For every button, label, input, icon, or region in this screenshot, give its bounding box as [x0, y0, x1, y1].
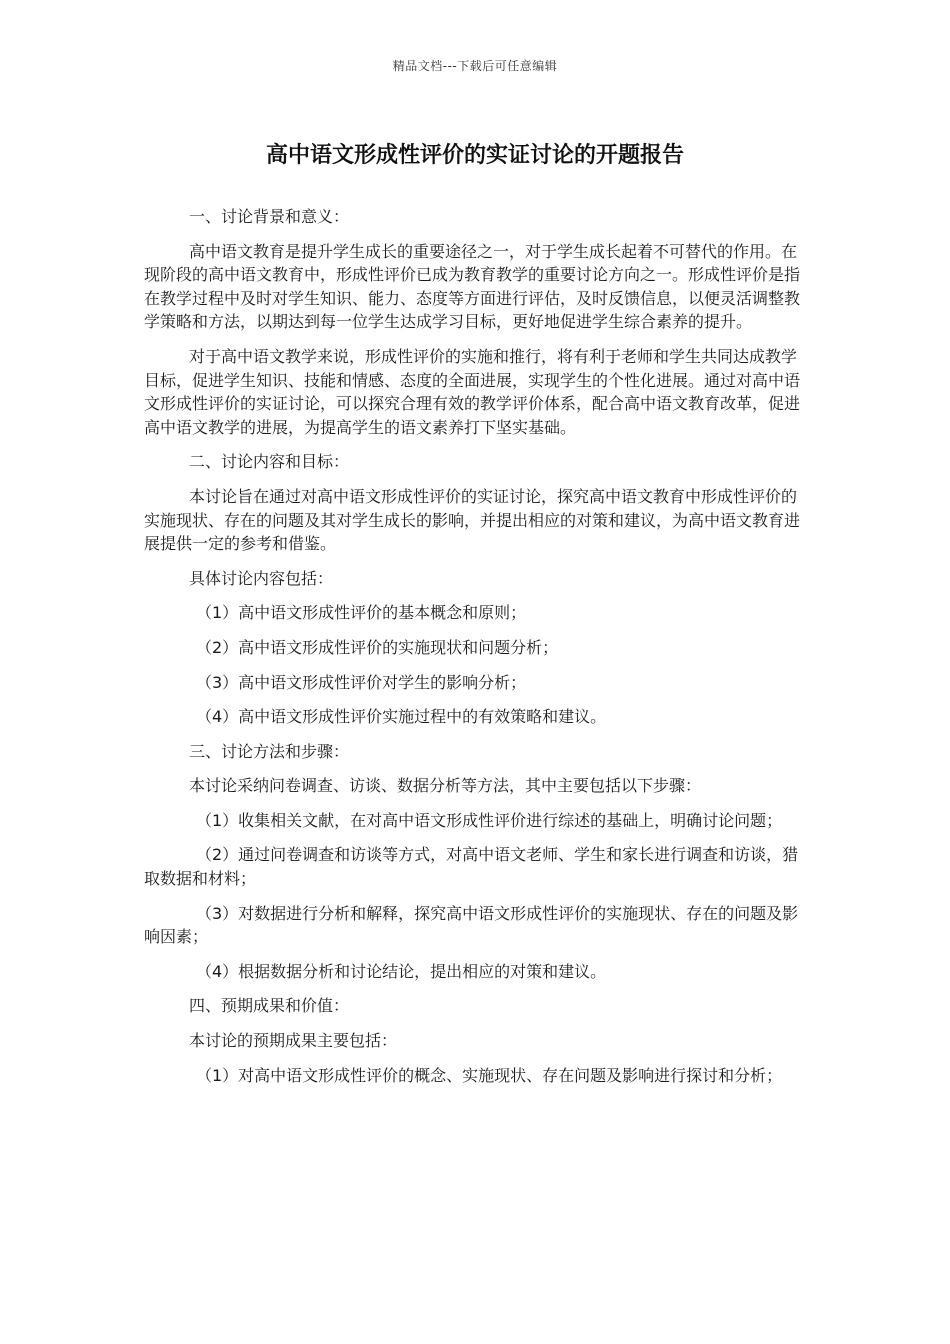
page-header: 精品文档---下载后可任意编辑: [392, 59, 558, 73]
list-item: （1）对高中语文形成性评价的概念、实施现状、存在问题及影响进行探讨和分析；: [196, 1065, 783, 1085]
list-item: （4）根据数据分析和讨论结论，提出相应的对策和建议。: [196, 961, 607, 981]
section-heading: 一、讨论背景和意义：: [189, 207, 350, 226]
section-heading: 三、讨论方法和步骤：: [189, 741, 350, 761]
body-paragraph: 对于高中语文教学来说，形成性评价的实施和推行，将有利于老师和学生共同达成教学目标，促进学生知识、技能和情感、态度的全面进展，实现学生的个性化进展。通过对高中语文形成性评价的实证讨论，可以探究合理有效的教学评价体系，配合高中语文教育改革，促进高中语文教学的进展，为提高学生的语文素养打下坚实基础。: [144, 346, 801, 437]
body-paragraph: 本讨论旨在通过对高中语文形成性评价的实证讨论，探究高中语文教育中形成性评价的实施现状、存在的问题及其对学生成长的影响，并提出相应的对策和建议，为高中语文教育进展提供一定的参考和借鉴。: [144, 486, 801, 554]
list-item: （3）高中语文形成性评价对学生的影响分析；: [196, 672, 527, 692]
list-item: （2）高中语文形成性评价的实施现状和问题分析；: [196, 637, 559, 657]
body-paragraph: 本讨论的预期成果主要包括：: [189, 1031, 398, 1051]
section-heading: 四、预期成果和价值：: [189, 996, 350, 1016]
list-item: （1）高中语文形成性评价的基本概念和原则；: [196, 603, 527, 623]
document-title: 高中语文形成性评价的实证讨论的开题报告: [265, 143, 684, 168]
list-item: （4）高中语文形成性评价实施过程中的有效策略和建议。: [196, 707, 607, 727]
list-item: （3）对数据进行分析和解释，探究高中语文形成性评价的实施现状、存在的问题及影响因素；: [144, 903, 799, 947]
section-heading: 具体讨论内容包括：: [189, 568, 334, 588]
body-paragraph: 本讨论采纳问卷调查、访谈、数据分析等方法，其中主要包括以下步骤：: [189, 776, 702, 796]
list-item: （1）收集相关文献，在对高中语文形成性评价进行综述的基础上，明确讨论问题；: [196, 810, 783, 830]
section-heading: 二、讨论内容和目标：: [189, 452, 350, 472]
document-body: [144, 205, 808, 1098]
list-item: （2）通过问卷调查和访谈等方式，对高中语文老师、学生和家长进行调查和访谈，猎取数据和材料；: [144, 845, 799, 889]
body-paragraph: 高中语文教育是提升学生成长的重要途径之一，对于学生成长起着不可替代的作用。在现阶段的高中语文教育中，形成性评价已成为教育教学的重要讨论方向之一。形成性评价是指在教学过程中及时对学生知识、能力、态度等方面进行评估，及时反馈信息，以便灵活调整教学策略和方法，以期达到每一位学生达成学习目标，更好地促进学生综合素养的提升。: [144, 241, 801, 332]
